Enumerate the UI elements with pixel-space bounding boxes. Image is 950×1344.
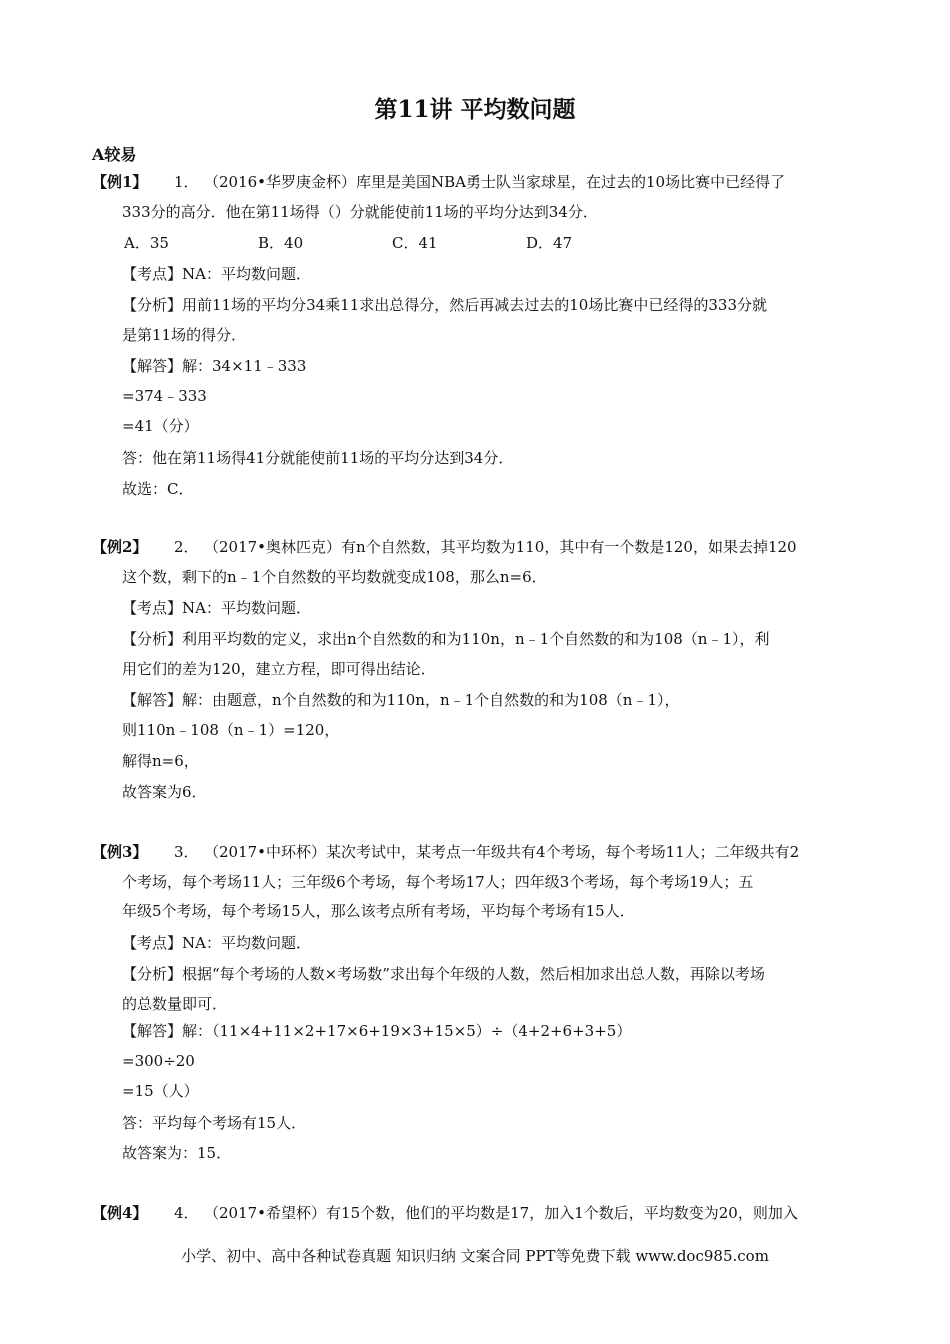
question-text: 这个数，剩下的n﹣1个自然数的平均数就变成108，那么n=6． [122,568,547,586]
example-label: 【例4】 [92,1204,148,1222]
question-text: 个考场，每个考场11人；三年级6个考场，每个考场17人；四年级3个考场，每个考场19人；五 [122,873,754,891]
analysis-line: 的总数量即可． [122,995,228,1013]
question-text: 333分的高分．他在第11场得（）分就能使前11场的平均分达到34分． [122,203,598,221]
question-number: 4． [174,1204,199,1222]
page-title: 第11讲 平均数问题 [374,96,576,123]
solution-line: 解得n=6， [122,752,199,770]
solution-line: =300÷20 [122,1052,195,1070]
answer-line: 故选：C． [122,480,194,498]
answer-line: 故答案为6． [122,783,207,801]
solution-line: 【解答】解：34×11﹣333 [122,357,307,375]
question-number: 1． [174,173,199,191]
section-heading: A较易 [92,145,137,164]
example-label: 【例3】 [92,843,148,861]
analysis-line: 用它们的差为120，建立方程，即可得出结论． [122,660,436,678]
answer-line: 答：平均每个考场有15人． [122,1114,307,1132]
kaodian-line: 【考点】NA：平均数问题． [122,265,311,283]
page-footer: 小学、初中、高中各种试卷真题 知识归纳 文案合同 PPT等免费下载 www.doc985.com [181,1247,769,1265]
question-text: （2017•中环杯）某次考试中，某考点一年级共有4个考场，每个考场11人；二年级共有2 [204,843,800,861]
solution-line: 【解答】解：由题意，n个自然数的和为110n，n﹣1个自然数的和为108（n﹣1）， [122,691,680,709]
question-number: 2． [174,538,199,556]
solution-line: =374﹣333 [122,387,207,405]
solution-line: 【解答】解：（11×4+11×2+17×6+19×3+15×5）÷（4+2+6+3+5） [122,1022,632,1040]
analysis-line: 【分析】用前11场的平均分34乘11求出总得分，然后再减去过去的10场比赛中已经得的333分就 [122,296,767,314]
question-text: 年级5个考场，每个考场15人，那么该考点所有考场，平均每个考场有15人． [122,902,635,920]
question-text: （2017•希望杯）有15个数，他们的平均数是17，加入1个数后，平均数变为20，则加入 [204,1204,798,1222]
example-label: 【例2】 [92,538,148,556]
question-number: 3． [174,843,199,861]
solution-line: 则110n﹣108（n﹣1）=120， [122,721,340,739]
solution-line: =15（人） [122,1082,199,1100]
kaodian-line: 【考点】NA：平均数问题． [122,934,311,952]
analysis-line: 【分析】利用平均数的定义，求出n个自然数的和为110n，n﹣1个自然数的和为108（n﹣1），利 [122,630,770,648]
option-d: D．47 [526,234,573,252]
solution-line: =41（分） [122,417,199,435]
analysis-line: 是第11场的得分． [122,326,247,344]
answer-line: 故答案为：15． [122,1144,232,1162]
option-b: B．40 [258,234,304,252]
example-label: 【例1】 [92,173,148,191]
analysis-line: 【分析】根据“每个考场的人数×考场数”求出每个年级的人数，然后相加求出总人数，再除以考场 [122,965,765,983]
question-text: （2017•奥林匹克）有n个自然数，其平均数为110，其中有一个数是120，如果去掉120 [204,538,797,556]
question-text: （2016•华罗庚金杯）库里是美国NBA勇士队当家球星，在过去的10场比赛中已经得了 [204,173,786,191]
kaodian-line: 【考点】NA：平均数问题． [122,599,311,617]
option-a: A．35 [124,234,169,252]
answer-line: 答：他在第11场得41分就能使前11场的平均分达到34分． [122,449,514,467]
option-c: C．41 [392,234,438,252]
